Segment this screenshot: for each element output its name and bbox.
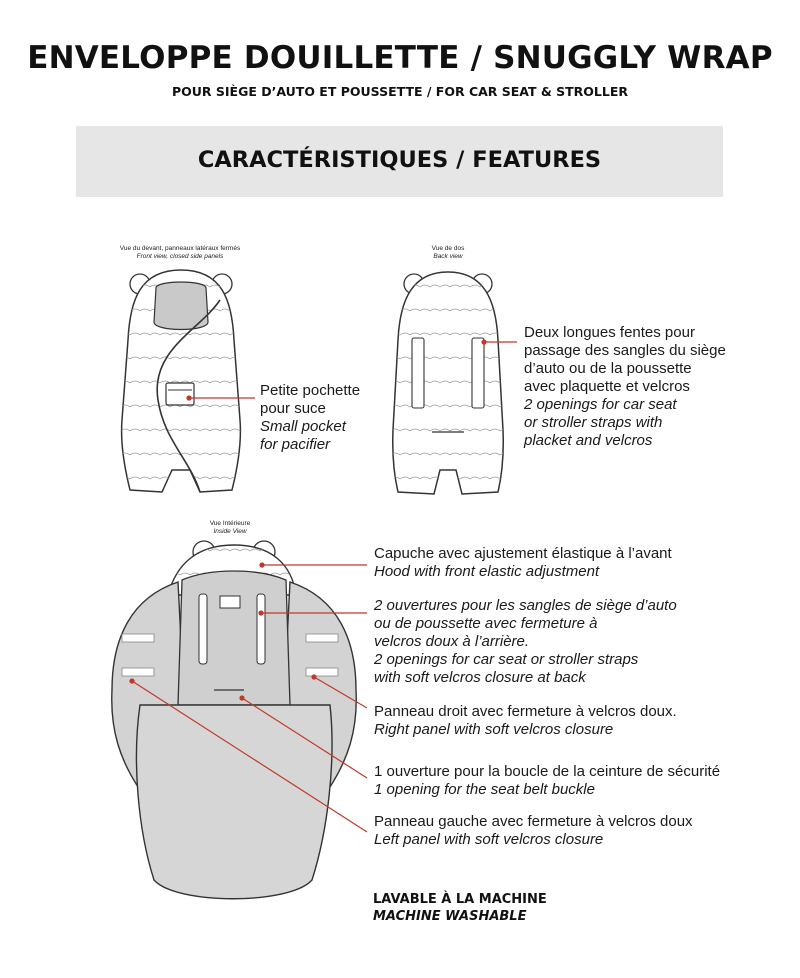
callout-right-panel-en: Right panel with soft velcros closure — [374, 721, 614, 738]
care-instructions — [373, 891, 547, 925]
inside-view-caption — [190, 520, 270, 536]
callout-pocket — [260, 382, 360, 454]
inside-view-caption-en: Inside View — [213, 528, 247, 535]
callout-inside-openings-fr-3: velcros doux à l’arrière. — [374, 633, 530, 650]
inside-view-illustration — [112, 541, 367, 899]
callout-back-openings-fr-3: d’auto ou de la poussette — [524, 360, 692, 377]
front-view-caption — [100, 245, 260, 261]
callout-pocket-fr-2: pour suce — [260, 400, 326, 417]
callout-back-openings-en-2: or stroller straps with — [524, 414, 663, 431]
back-view-caption-fr: Vue de dos — [431, 245, 465, 252]
inside-view-caption-fr: Vue Intérieure — [209, 520, 251, 527]
callout-left-panel-fr: Panneau gauche avec fermeture à velcros doux — [374, 813, 693, 830]
callout-inside-openings — [374, 597, 677, 687]
back-strap-slot-right — [472, 338, 484, 408]
care-fr: LAVABLE À LA MACHINE — [373, 892, 547, 907]
callout-back-openings-en-1: 2 openings for car seat — [524, 396, 677, 413]
callout-inside-openings-fr-2: ou de poussette avec fermeture à — [374, 615, 598, 632]
callout-hood — [374, 545, 672, 581]
callout-back-openings-fr-1: Deux longues fentes pour — [524, 324, 695, 341]
callout-right-panel — [374, 703, 677, 739]
callout-inside-openings-en-1: 2 openings for car seat or stroller straps — [374, 651, 639, 668]
page-title: ENVELOPPE DOUILLETTE / SNUGGLY WRAP — [27, 40, 773, 76]
page-subtitle: POUR SIÈGE D’AUTO ET POUSSETTE / FOR CAR SEAT & STROLLER — [171, 84, 629, 99]
back-strap-slot-left — [412, 338, 424, 408]
callout-back-openings-en-3: placket and velcros — [524, 432, 653, 449]
callout-hood-en: Hood with front elastic adjustment — [374, 563, 600, 580]
callout-left-panel-en: Left panel with soft velcros closure — [374, 831, 604, 848]
callout-belt-en: 1 opening for the seat belt buckle — [374, 781, 595, 798]
callout-back-openings — [524, 324, 726, 450]
front-view-illustration — [122, 270, 255, 492]
callout-belt-opening — [374, 763, 720, 799]
section-title: CARACTÉRISTIQUES / FEATURES — [197, 147, 602, 173]
front-view-caption-fr: Vue du devant, panneaux latéraux fermés — [119, 245, 241, 252]
callout-back-openings-fr-4: avec plaquette et velcros — [524, 378, 690, 395]
pacifier-pocket-icon — [166, 383, 194, 405]
back-view-illustration — [393, 272, 517, 494]
callout-inside-openings-en-2: with soft velcros closure at back — [374, 669, 586, 686]
callout-right-panel-fr: Panneau droit avec fermeture à velcros doux. — [374, 703, 677, 720]
callout-hood-fr: Capuche avec ajustement élastique à l’avant — [374, 545, 672, 562]
front-view-caption-en: Front view, closed side panels — [136, 253, 224, 260]
back-view-caption-en: Back view — [433, 253, 463, 260]
back-view-caption — [408, 245, 488, 261]
callout-belt-fr: 1 ouverture pour la boucle de la ceinture de sécurité — [374, 763, 721, 780]
callout-back-openings-fr-2: passage des sangles du siège — [524, 342, 726, 359]
callout-pocket-en-2: for pacifier — [260, 436, 331, 453]
callout-inside-openings-fr-1: 2 ouvertures pour les sangles de siège d’auto — [374, 597, 677, 614]
care-en: MACHINE WASHABLE — [373, 909, 527, 924]
callout-pocket-en-1: Small pocket — [260, 418, 346, 435]
callout-pocket-fr-1: Petite pochette — [260, 382, 361, 399]
callout-left-panel — [374, 813, 693, 849]
